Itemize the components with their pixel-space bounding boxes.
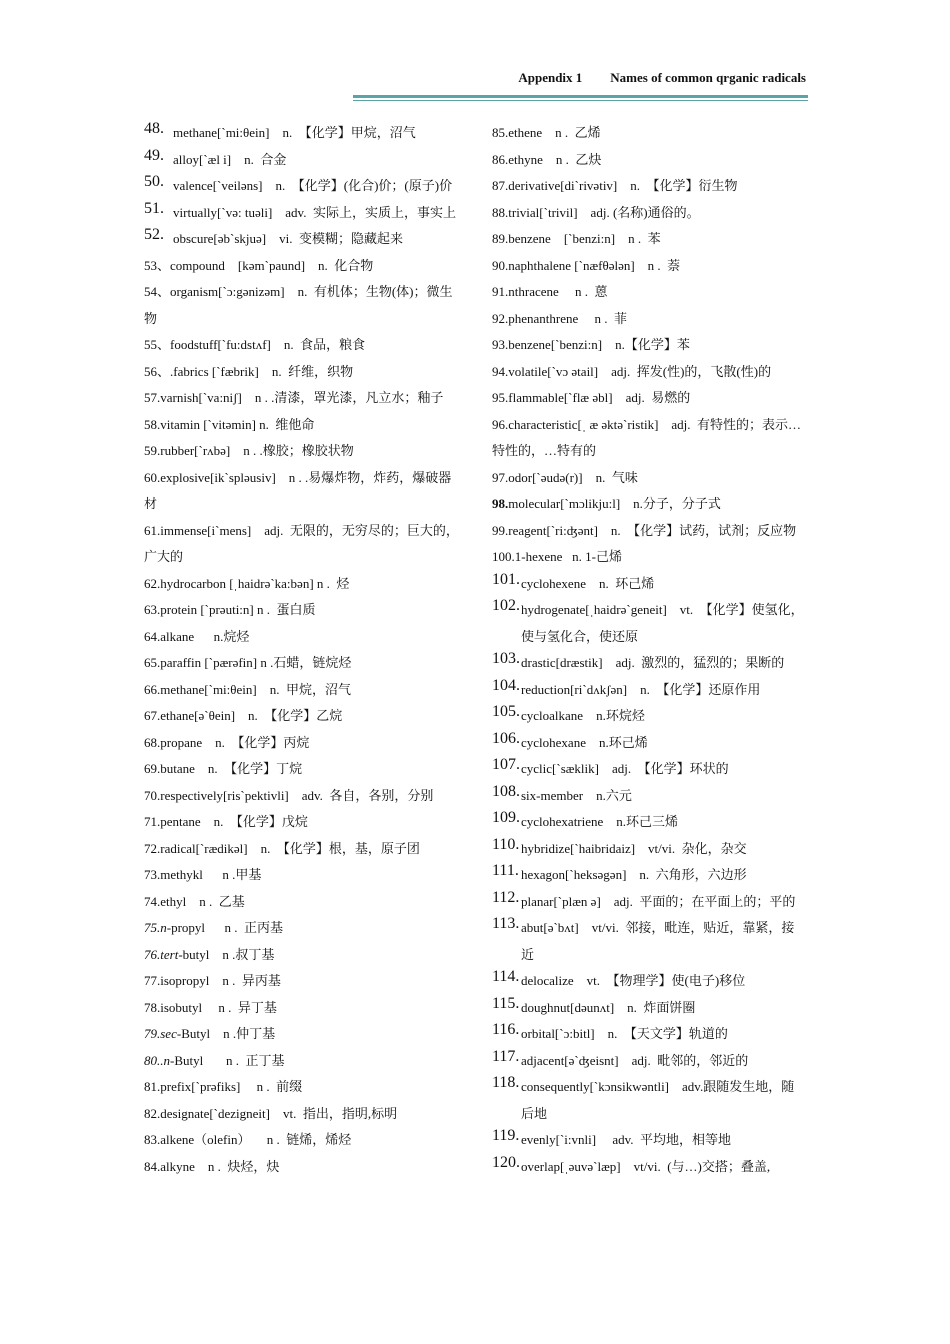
entry-text: six-member n.六元 [521,787,632,803]
entry-number: 108. [492,782,520,800]
vocab-entry [144,862,459,889]
vocab-entry [144,1048,459,1075]
entry-text: drastic[dræstik] adj. 激烈的，猛烈的；果断的 [521,655,785,670]
entry-number: 56、 [144,363,171,379]
entry-text: phenanthrene n . 菲 [508,310,628,326]
entry-text: molecular[`mɔlikju:l] n.分子，分子式 [508,496,721,511]
entry-text: adjacent[ə`ʤeisnt] adj. 毗邻的，邻近的 [521,1052,749,1068]
entry-number: 59. [144,443,161,458]
vocab-entry [492,253,807,280]
vocab-entry [144,200,459,227]
entry-text: 1-hexene n. 1-己烯 [514,549,622,564]
vocab-entry [492,306,807,333]
entry-number: 74. [144,893,161,909]
entry-number: 109. [492,809,520,826]
entry-number: 50. [144,173,164,190]
vocab-entry [144,120,459,147]
entry-text: organism[`ɔ:gənizəm] n. 有机体；生物(体)；微生物 [144,284,453,326]
entry-text: cyclohexatriene n.环己三烯 [521,814,679,829]
entry-text: varnish[`va:niʃ] n . .清漆，罩光漆，凡立水；釉子 [160,390,444,405]
entry-text: orbital[`ɔ:bitl] n. 【天文学】轨道的 [521,1026,728,1041]
entry-text: rubber[`rʌbə] n . .橡胶；橡胶状物 [160,443,354,458]
entry-number: 77. [144,973,161,988]
entry-number: 54、 [144,284,171,299]
entry-number: 75. [144,920,161,935]
entry-number: 58. [144,416,161,432]
entry-text: abut[ə`bʌt] vt/vi. 邻接，毗连，贴近，靠紧，接近 [521,920,795,962]
entry-text: designate[`dezigneit] vt. 指出，指明,标明 [160,1105,398,1121]
vocab-entry [144,359,459,386]
left-column [144,120,459,1180]
entry-number: 116. [492,1021,520,1038]
entry-text: radical[`rædikəl] n. 【化学】根，基，原子团 [160,840,420,856]
vocab-entry [144,597,459,624]
vocab-entry [144,1021,459,1048]
vocab-entry [144,279,459,332]
entry-number: 92. [492,310,509,326]
entry-text: reduction[ri`dʌkʃən] n. 【化学】还原作用 [521,681,761,697]
entry-text: reagent[`ri:ʤənt] n. 【化学】试药，试剂；反应物 [508,522,797,538]
vocab-entry [492,756,807,783]
entry-text: hybridize[`haibridaiz] vt/vi. 杂化，杂交 [521,840,747,856]
entry-prefix: tert [160,946,179,962]
entry-number: 95. [492,390,509,405]
entry-number: 88. [492,204,509,220]
vocab-entry [492,226,807,253]
entry-number: 93. [492,337,509,352]
entry-text: benzene[`benzi:n] n.【化学】苯 [508,337,690,352]
entry-number: 106. [492,729,520,747]
entry-number: 68. [144,734,161,750]
entry-number: 78. [144,999,161,1015]
vocab-entry [492,836,807,863]
vocab-entry [492,650,807,677]
entry-text: respectively[ris`pektivli] adv. 各自，各别，分别 [160,787,434,803]
vocab-entry [144,915,459,942]
vocab-entry [492,465,807,492]
entry-number: 101. [492,570,520,588]
entry-text: isopropyl n . 异丙基 [160,973,281,988]
entry-number: 117. [492,1047,520,1065]
vocab-entry [144,412,459,439]
vocab-entry [492,862,807,889]
vocab-entry [492,809,807,836]
vocab-entry [144,650,459,677]
entry-text: ethyne n . 乙炔 [508,151,602,167]
vocab-entry [492,279,807,306]
vocab-entry [492,783,807,810]
page-header [518,70,806,86]
entry-number: 97. [492,469,509,485]
header-rule-thin [353,100,808,101]
entry-number: 84. [144,1158,161,1174]
entry-number: 76. [144,946,161,962]
entry-text: hydrocarbon [ˌhaidrə`ka:bən] n . 烃 [160,575,350,591]
entry-text: -butyl n .叔丁基 [178,946,275,962]
vocab-entry [144,1074,459,1101]
entry-number: 69. [144,761,161,776]
entry-number: 53、 [144,257,171,273]
entry-number: 51. [144,199,164,217]
entry-text: -propyl n . 正丙基 [166,920,284,935]
entry-text: hexagon[`heksəgən] n. 六角形，六边形 [521,867,747,882]
entry-text: paraffin [`pærəfin] n .石蜡，链烷烃 [160,655,352,670]
entry-text: planar[`plæn ə] adj. 平面的；在平面上的；平的 [521,893,796,909]
vocab-entry [492,1127,807,1154]
entry-text: derivative[di`rivətiv] n. 【化学】衍生物 [508,178,738,193]
vocab-entry [144,1127,459,1154]
entry-text: vitamin [`vitəmin] n. 维他命 [160,416,315,432]
entry-text: butane n. 【化学】丁烷 [160,761,303,776]
entry-number: 85. [492,125,509,140]
entry-text: isobutyl n . 异丁基 [160,999,277,1015]
entry-number: 96. [492,416,509,432]
entry-text: flammable[`flæ əbl] adj. 易燃的 [508,390,691,405]
entry-number: 52. [144,226,164,243]
vocab-entry [144,809,459,836]
entry-text: cyclohexane n.环己烯 [521,734,648,750]
vocab-entry [492,491,807,518]
entry-text: valence[`veiləns] n. 【化学】(化合)价；(原子)价 [173,178,453,193]
entry-text: obscure[əb`skjuə] vi. 变模糊；隐藏起来 [173,231,403,246]
entry-text: alloy[`æl i] n. 合金 [173,151,287,167]
entry-text: alkyne n . 炔烃，炔 [160,1158,280,1174]
entry-number: 111. [492,862,519,879]
vocab-entry [492,677,807,704]
entry-number: 48. [144,120,164,137]
entry-number: 90. [492,257,509,273]
vocab-entry [492,385,807,412]
vocab-entry [492,915,807,968]
vocab-entry [144,968,459,995]
vocab-entry [144,942,459,969]
vocab-entry [492,995,807,1022]
vocab-entry [144,385,459,412]
entry-number: 66. [144,681,161,697]
entry-number: 65. [144,655,161,670]
entry-text: prefix[`prəfiks] n . 前缀 [160,1079,303,1094]
entry-number: 113. [492,915,520,932]
entry-number: 114. [492,968,520,985]
entry-number: 120. [492,1153,520,1171]
vocab-entry [144,518,459,571]
vocab-entry [144,173,459,200]
vocab-entry [144,332,459,359]
entry-number: 118. [492,1074,520,1091]
vocab-entry [492,120,807,147]
entry-number: 70. [144,787,161,803]
right-column [492,120,807,1180]
vocab-entry [144,147,459,174]
vocab-entry [144,571,459,598]
entry-number: 98. [492,496,509,511]
entry-number: 89. [492,231,509,246]
entry-number: 61. [144,522,161,538]
vocab-entry [492,1074,807,1127]
entry-text: delocalize vt. 【物理学】使(电子)移位 [521,973,746,988]
entry-text: hydrogenate[ˌhaidrə`geneit] vt. 【化学】使氢化，使与氢化合，使还原 [521,602,804,644]
entry-text: nthracene n . 蒽 [508,284,608,299]
entry-text: compound [kəm`paund] n. 化合物 [170,257,374,273]
entry-text: overlap[ˌəuvə`læp] vt/vi. (与…)交搭；叠盖, [521,1158,771,1174]
appendix-label: Appendix 1 [518,70,583,85]
entry-text: ethene n . 乙烯 [508,125,601,140]
entry-number: 71. [144,814,161,829]
entry-prefix: n [163,1052,170,1068]
vocab-entry [144,995,459,1022]
vocab-entry [144,226,459,253]
vocab-entry [144,756,459,783]
entry-number: 62. [144,575,161,591]
entry-number: 83. [144,1132,161,1147]
vocab-entry [144,624,459,651]
entry-text: -Butyl n .仲丁基 [176,1026,276,1041]
entry-number: 87. [492,178,509,193]
entry-number: 49. [144,146,164,164]
vocab-entry [144,677,459,704]
vocab-entry [492,359,807,386]
entry-number: 103. [492,650,520,667]
entry-text: ethane[ə`θein] n. 【化学】乙烷 [160,708,343,723]
vocab-entry [492,1048,807,1075]
vocab-entry [144,783,459,810]
entry-number: 55、 [144,337,171,352]
vocab-entry [492,1021,807,1048]
entry-number: 80.. [144,1052,164,1068]
entry-text: benzene [`benzi:n] n . 苯 [508,231,661,246]
entry-number: 73. [144,867,161,882]
entry-text: naphthalene [`næfθələn] n . 萘 [508,257,681,273]
entry-text: cycloalkane n.环烷烃 [521,708,645,723]
entry-text: -Butyl n . 正丁基 [170,1052,285,1068]
entry-text: evenly[`i:vnli] adv. 平均地，相等地 [521,1132,732,1147]
entry-number: 100. [492,549,515,564]
vocab-entry [144,438,459,465]
entry-number: 91. [492,284,509,299]
entry-number: 57. [144,390,161,405]
entry-number: 112. [492,888,520,906]
vocab-entry [492,200,807,227]
entry-number: 115. [492,994,520,1012]
vocab-entry [492,597,807,650]
entry-text: methane[`mi:θein] n. 【化学】甲烷，沼气 [173,125,416,140]
entry-text: trivial[`trivil] adj. (名称)通俗的。 [508,204,700,220]
vocab-entry [492,518,807,545]
entry-number: 119. [492,1127,520,1144]
entry-text: odor[`əudə(r)] n. 气味 [508,469,638,485]
entry-number: 102. [492,597,520,614]
entry-number: 72. [144,840,161,856]
entry-text: doughnut[dəunʌt] n. 炸面饼圈 [521,999,696,1015]
entry-number: 110. [492,835,520,853]
entry-text: protein [`prəuti:n] n . 蛋白质 [160,602,316,617]
vocab-entry [492,968,807,995]
vocab-entry [492,730,807,757]
entry-text: explosive[ik`spləusiv] n . .易爆炸物，炸药，爆破器材 [144,469,452,511]
vocab-entry [144,465,459,518]
vocab-entry [492,889,807,916]
entry-prefix: n [160,920,167,935]
entry-text: ethyl n . 乙基 [160,893,245,909]
entry-number: 105. [492,703,520,720]
vocab-entry [144,889,459,916]
entry-number: 64. [144,628,161,644]
entry-number: 107. [492,756,520,773]
vocab-entry [144,703,459,730]
entry-number: 82. [144,1105,161,1121]
entry-text: virtually[`və: tuəli] adv. 实际上，实质上，事实上 [173,204,456,220]
vocab-entry [492,332,807,359]
vocab-entry [144,730,459,757]
entry-number: 79. [144,1026,161,1041]
entry-text: cyclohexene n. 环己烯 [521,575,655,591]
vocab-entry [492,412,807,465]
entry-number: 67. [144,708,161,723]
entry-text: characteristic[ˌ æ əktə`ristik] adj. 有特性的；表示…特性的，…特有的 [492,416,802,458]
entry-number: 81. [144,1079,161,1094]
entry-text: methane[`mi:θein] n. 甲烷，沼气 [160,681,351,697]
entry-text: foodstuff[`fu:dstʌf] n. 食品，粮食 [170,337,366,352]
entry-text: volatile[`vɔ ətail] adj. 挥发(性)的，飞散(性)的 [508,363,772,379]
entry-number: 94. [492,363,509,379]
vocab-entry [144,1154,459,1181]
header-rule [353,95,808,98]
vocab-entry [492,703,807,730]
vocab-entry [492,571,807,598]
entry-text: alkene（olefin） n . 链烯，烯烃 [160,1132,352,1147]
vocab-entry [492,544,807,571]
entry-text: alkane n.烷烃 [160,628,250,644]
entry-prefix: sec [160,1026,177,1041]
entry-text: propane n. 【化学】丙烷 [160,734,310,750]
vocab-entry [144,836,459,863]
entry-number: 60. [144,469,161,485]
vocab-entry [492,173,807,200]
entry-text: consequently[`kɔnsikwəntli] adv.跟随发生地，随后地 [521,1079,795,1121]
entry-text: cyclic[`sæklik] adj. 【化学】环状的 [521,761,729,776]
entry-number: 104. [492,676,520,694]
appendix-title: Names of common qrganic radicals [610,70,806,85]
vocab-entry [144,1101,459,1128]
vocab-entry [492,147,807,174]
entry-number: 86. [492,151,509,167]
entry-text: pentane n. 【化学】戊烷 [160,814,308,829]
vocab-entry [144,253,459,280]
entry-text: immense[i`mens] adj. 无限的，无穷尽的；巨大的，广大的 [144,522,459,564]
entry-number: 63. [144,602,161,617]
entry-text: .fabrics [`fæbrik] n. 纤维，织物 [170,363,354,379]
entry-text: methykl n .甲基 [160,867,262,882]
entry-number: 99. [492,522,509,538]
vocab-entry [492,1154,807,1181]
